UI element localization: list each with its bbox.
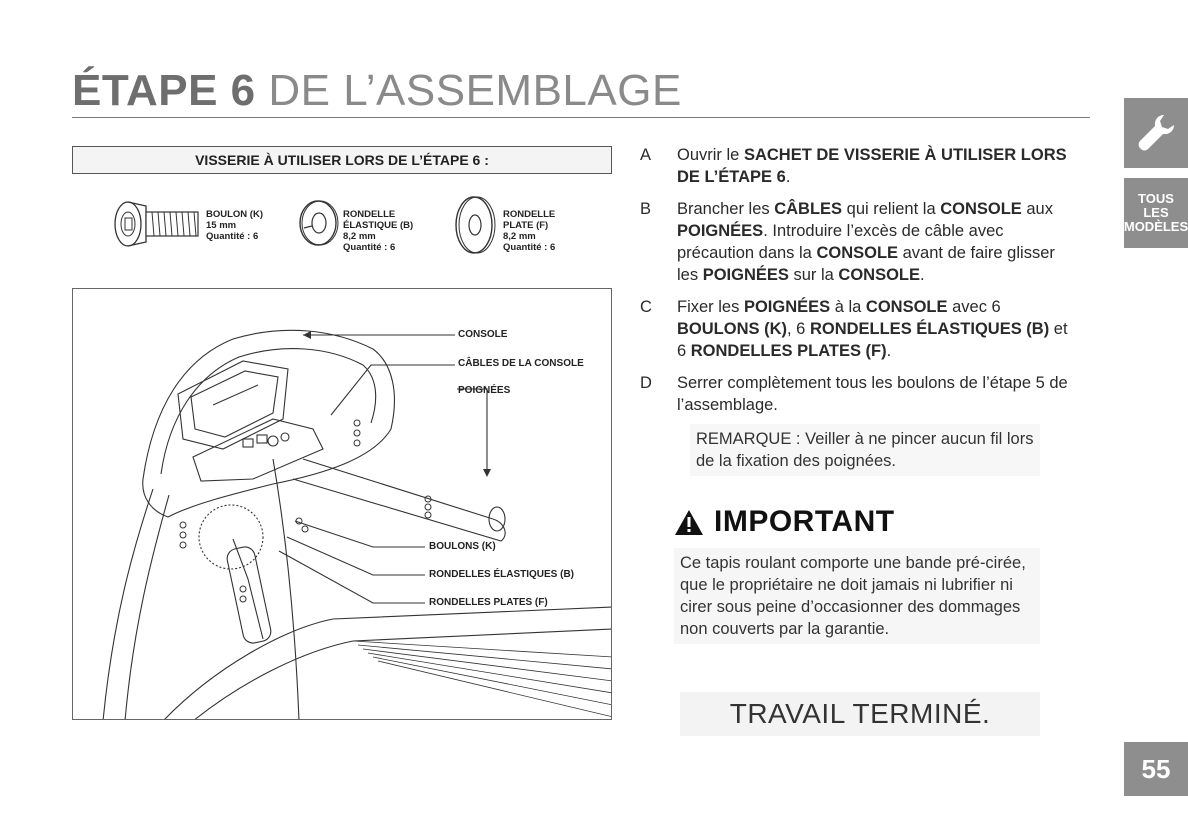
important-heading <box>674 505 895 539</box>
treadmill-drawing <box>73 289 612 720</box>
step-b: B Brancher les CÂBLES qui relient la CONSOLE aux POIGNÉES. Introduire l’excès de câble avec précaution dans la CONSOLE avant de faire glisser les POIGNÉES sur la CONSOLE. <box>640 200 1055 284</box>
work-complete-text: TRAVAIL TERMINÉ. <box>729 698 991 729</box>
step-letter: D <box>640 374 652 392</box>
title-divider <box>72 117 1090 118</box>
page-title-step: ÉTAPE 6 <box>72 66 256 115</box>
step-d: D Serrer complètement tous les boulons de l’étape 5 de l’assemblage. <box>640 374 1068 414</box>
page-number: 55 <box>1141 753 1171 784</box>
steps-list <box>640 144 1080 426</box>
hardware-heading-box <box>72 146 612 174</box>
tab-text-line: LES <box>1143 205 1169 220</box>
callout-lock-washers: RONDELLES ÉLASTIQUES (B) <box>429 569 575 580</box>
important-body: Ce tapis roulant comporte une bande pré-cirée, que le propriétaire ne doit jamais ni lubrifier ni cirer sous peine d’occasionner des dommages non couverts par la garantie. <box>674 548 1040 644</box>
step-c: C Fixer les POIGNÉES à la CONSOLE avec 6 BOULONS (K), 6 RONDELLES ÉLASTIQUES (B) et 6 RONDELLES PLATES (F). <box>640 298 1068 360</box>
callout-cables: CÂBLES DE LA CONSOLE <box>458 358 584 369</box>
step-letter: B <box>640 200 652 218</box>
hardware-heading: VISSERIE À UTILISER LORS DE L’ÉTAPE 6 : <box>195 152 489 168</box>
all-models-tab[interactable] <box>1124 178 1188 248</box>
work-complete-banner <box>680 692 1040 736</box>
page-title-rest: DE L’ASSEMBLAGE <box>268 66 682 115</box>
callout-flat-washers: RONDELLES PLATES (F) <box>429 597 548 608</box>
assembly-figure <box>72 288 612 720</box>
page-number-tab <box>1124 742 1188 796</box>
tab-text-line: TOUS <box>1138 191 1174 206</box>
tab-text-line: MODÈLES <box>1123 219 1188 234</box>
flat-washer-illustration <box>450 194 500 256</box>
step-letter: A <box>640 146 652 164</box>
callout-console: CONSOLE <box>458 329 508 340</box>
callout-bolts: BOULONS (K) <box>429 541 496 552</box>
lock-washer-illustration <box>294 196 342 250</box>
part-bolt-label: BOULON (K) 15 mm Quantité : 6 <box>206 209 263 242</box>
important-title: IMPORTANT <box>714 505 895 538</box>
page-title <box>72 66 682 116</box>
warning-icon <box>674 509 704 536</box>
part-flat-washer-label: RONDELLE PLATE (F) 8,2 mm Quantité : 6 <box>503 209 556 253</box>
bolt-illustration <box>112 196 204 252</box>
part-lock-washer-label: RONDELLE ÉLASTIQUE (B) 8,2 mm Quantité : 6 <box>343 209 414 253</box>
wrench-icon <box>1134 111 1178 155</box>
remark-note: REMARQUE : Veiller à ne pincer aucun fil lors de la fixation des poignées. <box>690 424 1040 476</box>
tools-tab[interactable] <box>1124 98 1188 168</box>
callout-handles: POIGNÉES <box>458 385 511 396</box>
step-a: A Ouvrir le SACHET DE VISSERIE À UTILISER LORS DE L’ÉTAPE 6. <box>640 146 1067 186</box>
step-letter: C <box>640 298 652 316</box>
